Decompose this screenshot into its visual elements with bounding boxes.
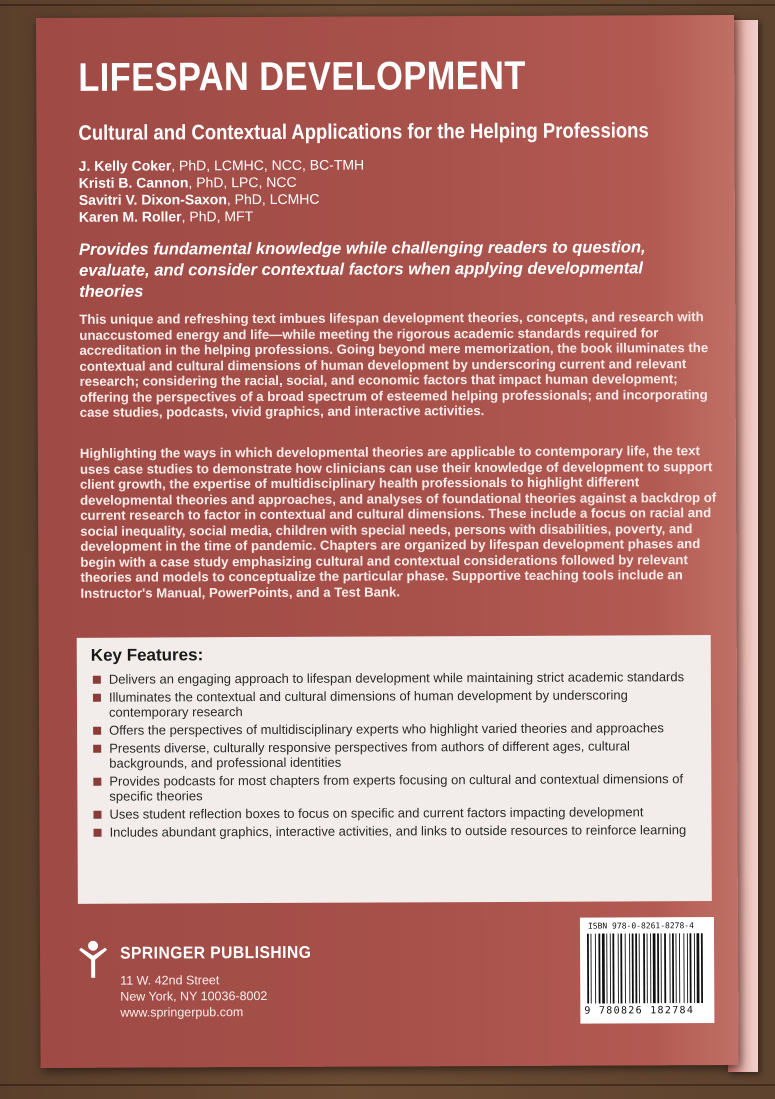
author-credentials: , PhD, MFT [181, 208, 254, 225]
key-features-box [77, 635, 712, 904]
feature-item [91, 687, 697, 720]
feature-item [91, 804, 697, 822]
square-bullet-icon [94, 829, 102, 837]
author-name: Savitri V. Dixon-Saxon [78, 191, 227, 208]
square-bullet-icon [93, 745, 101, 753]
feature-item [91, 669, 697, 687]
feature-item [91, 771, 697, 804]
feature-item [92, 822, 698, 840]
book-subtitle: Cultural and Contextual Applications for the Helping Professions [78, 119, 649, 145]
ean-digits: 9 780826 182784 [584, 1005, 695, 1017]
square-bullet-icon [93, 694, 101, 702]
square-bullet-icon [93, 778, 101, 786]
book-back-cover [36, 15, 739, 1068]
square-bullet-icon [93, 727, 101, 735]
square-bullet-icon [93, 676, 101, 684]
publisher-address-line: 11 W. 42nd Street [120, 973, 220, 988]
barcode-bars [586, 933, 708, 1004]
description-paragraph-1: This unique and refreshing text imbues lifespan development theories, concepts, and research with unaccustomed energy and life—while meeting the rigorous academic standards required for accreditation in the helping professions. Going beyond mere memorization, the book illuminates the contextual and cultural dimensions of human development by underscoring current and relevant research; considering the racial, social, and economic factors that impact human development; offering the perspectives of a broad spectrum of esteemed helping professionals; and incorporating case studies, podcasts, vivid graphics, and interactive activities. [79, 309, 709, 420]
author-item [79, 174, 365, 192]
author-credentials: , PhD, LCMHC [226, 190, 320, 208]
publisher-address-line: New York, NY 10036-8002 [120, 988, 268, 1004]
author-credentials: , PhD, LPC, NCC [188, 173, 297, 191]
author-name: Karen M. Roller [78, 208, 182, 225]
springer-person-logo-icon [78, 940, 108, 980]
publisher-name: SPRINGER PUBLISHING [120, 942, 312, 963]
description-paragraph-2: Highlighting the ways in which developmental theories are applicable to contemporary life, the text uses case studies to demonstrate how clinicians can use their knowledge of development to support client growth, the expertise of multidisciplinary health professionals to highlight different developmental theories and approaches, and analyses of foundational theories against a backdrop of current research to factor in contextual and cultural dimensions. These include a focus on racial and social inequality, social media, children with special needs, persons with disabilities, poverty, and development in the time of pandemic. Chapters are organized by lifespan development phases and begin with a case study emphasizing cultural and contextual considerations followed by relevant theories and models to conceptualize the particular phase. Supportive teaching tools include an Instructor's Manual, PowerPoints, and a Test Bank. [79, 443, 717, 601]
feature-text: Includes abundant graphics, interactive activities, and links to outside resources to reinforce learning [109, 822, 687, 840]
author-credentials: , PhD, LCMHC, NCC, BC-TMH [171, 156, 365, 174]
feature-item [91, 720, 697, 738]
feature-text: Offers the perspectives of multidisciplinary experts who highlight varied theories and approaches [109, 720, 664, 738]
author-list [79, 157, 365, 226]
wood-grain [0, 1084, 775, 1086]
isbn-barcode [580, 917, 714, 1024]
feature-text: Provides podcasts for most chapters from experts focusing on cultural and contextual dimensions of specific theories [109, 771, 684, 804]
author-item [79, 191, 365, 209]
feature-text: Uses student reflection boxes to focus on specific and current factors impacting development [109, 804, 644, 822]
key-features-heading: Key Features: [90, 645, 204, 665]
feature-text: Illuminates the contextual and cultural dimensions of human development by underscoring contemporary research [108, 687, 628, 720]
isbn-label: ISBN 978-0-8261-8278-4 [587, 921, 694, 931]
feature-item [91, 738, 697, 771]
author-name: J. Kelly Coker [78, 157, 172, 174]
square-bullet-icon [93, 811, 101, 819]
feature-text: Delivers an engaging approach to lifespan development while maintaining strict academic standards [108, 669, 685, 687]
book-tagline: Provides fundamental knowledge while challenging readers to question, evaluate, and consider contextual factors when applying developmental theories [78, 238, 646, 301]
author-item [79, 208, 365, 226]
feature-text: Presents diverse, culturally responsive perspectives from authors of different ages, cultural backgrounds, and professional identities [109, 738, 630, 771]
author-name: Kristi B. Cannon [78, 174, 189, 191]
wood-grain [0, 4, 775, 6]
author-item [79, 157, 365, 175]
book-title: LIFESPAN DEVELOPMENT [78, 53, 526, 100]
key-features-list [91, 669, 698, 840]
publisher-website: www.springerpub.com [120, 1005, 244, 1020]
